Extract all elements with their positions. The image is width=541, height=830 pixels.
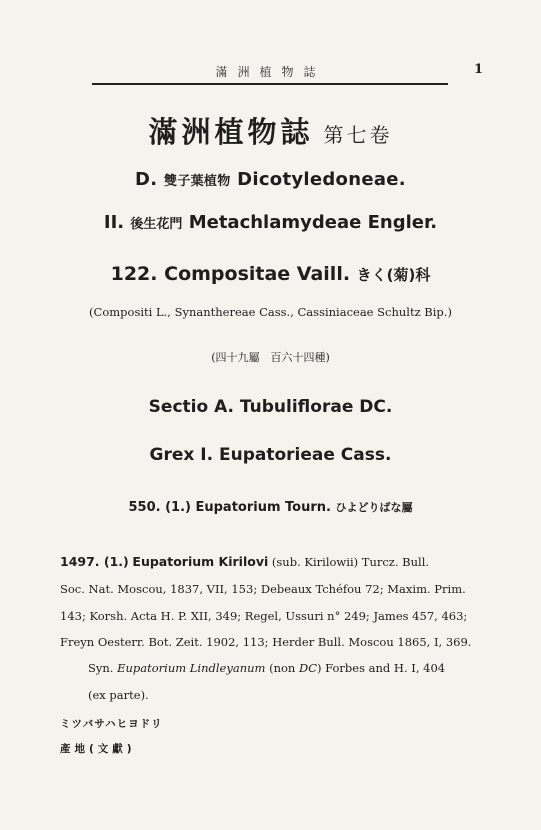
synonym-name: Eupatorium Lindleyanum: [117, 661, 266, 675]
family-japanese: きく(菊)科: [356, 266, 431, 284]
family-synonyms: (Compositi L., Synanthereae Cass., Cassiniaceae Schultz Bip.): [89, 305, 452, 319]
genus-japanese: ひよどりばな屬: [335, 501, 413, 514]
species-number: 1497. (1.): [60, 554, 129, 569]
page-number: 1: [474, 62, 484, 77]
division-japanese: 後生花門: [130, 217, 183, 232]
locality-heading: 產地(文獻): [60, 743, 136, 755]
ex-parte-note: (ex parte).: [88, 688, 149, 702]
genus-number: 550. (1.): [128, 500, 191, 515]
header-rule: [92, 83, 448, 85]
family-counts: (四十九屬 百六十四種): [211, 351, 330, 364]
running-header-title: 滿洲植物誌: [215, 65, 326, 79]
species-entry-line-2: Soc. Nat. Moscou, 1837, VII, 153; Debeaux Tchéfou 72; Maxim. Prim.: [60, 582, 466, 596]
family-heading: [0, 263, 541, 285]
species-citation-start: (sub. Kirilowii) Turcz. Bull.: [268, 555, 430, 569]
division-heading: [0, 212, 541, 233]
grex-heading: Grex I. Eupatorieae Cass.: [149, 445, 392, 465]
subclass-label: D.: [135, 169, 158, 190]
species-entry-line-3: 143; Korsh. Acta H. P. XII, 349; Regel, Ussuri n° 249; James 457, 463;: [60, 609, 468, 623]
synonym-author: DC: [298, 661, 318, 675]
family-latin: Compositae Vaill.: [164, 263, 351, 285]
book-title-main: 滿洲植物誌: [148, 115, 314, 149]
subclass-latin: Dicotyledoneae.: [237, 169, 406, 190]
synonym-paren: (non: [265, 661, 299, 675]
species-entry-line-1: [60, 554, 429, 569]
genus-heading: [0, 499, 541, 515]
species-name: Eupatorium Kirilovi: [132, 554, 269, 569]
synonym-line: [88, 661, 445, 675]
volume-label: 第七卷: [323, 123, 393, 147]
genus-latin: Eupatorium Tourn.: [195, 500, 331, 515]
synonym-prefix: Syn.: [88, 661, 114, 675]
family-number: 122.: [110, 263, 158, 285]
book-title: [0, 110, 541, 151]
division-label: II.: [103, 212, 125, 233]
subclass-heading: [0, 169, 541, 190]
japanese-common-name: ミツバサハヒヨドリ: [60, 718, 163, 730]
subclass-japanese: 雙子葉植物: [164, 174, 231, 189]
sectio-heading: Sectio A. Tubuliflorae DC.: [148, 397, 393, 417]
division-latin: Metachlamydeae Engler.: [188, 212, 438, 233]
synonym-citation: ) Forbes and H. I, 404: [317, 661, 446, 675]
species-entry-line-4: Freyn Oesterr. Bot. Zeit. 1902, 113; Herder Bull. Moscou 1865, I, 369.: [60, 635, 472, 649]
